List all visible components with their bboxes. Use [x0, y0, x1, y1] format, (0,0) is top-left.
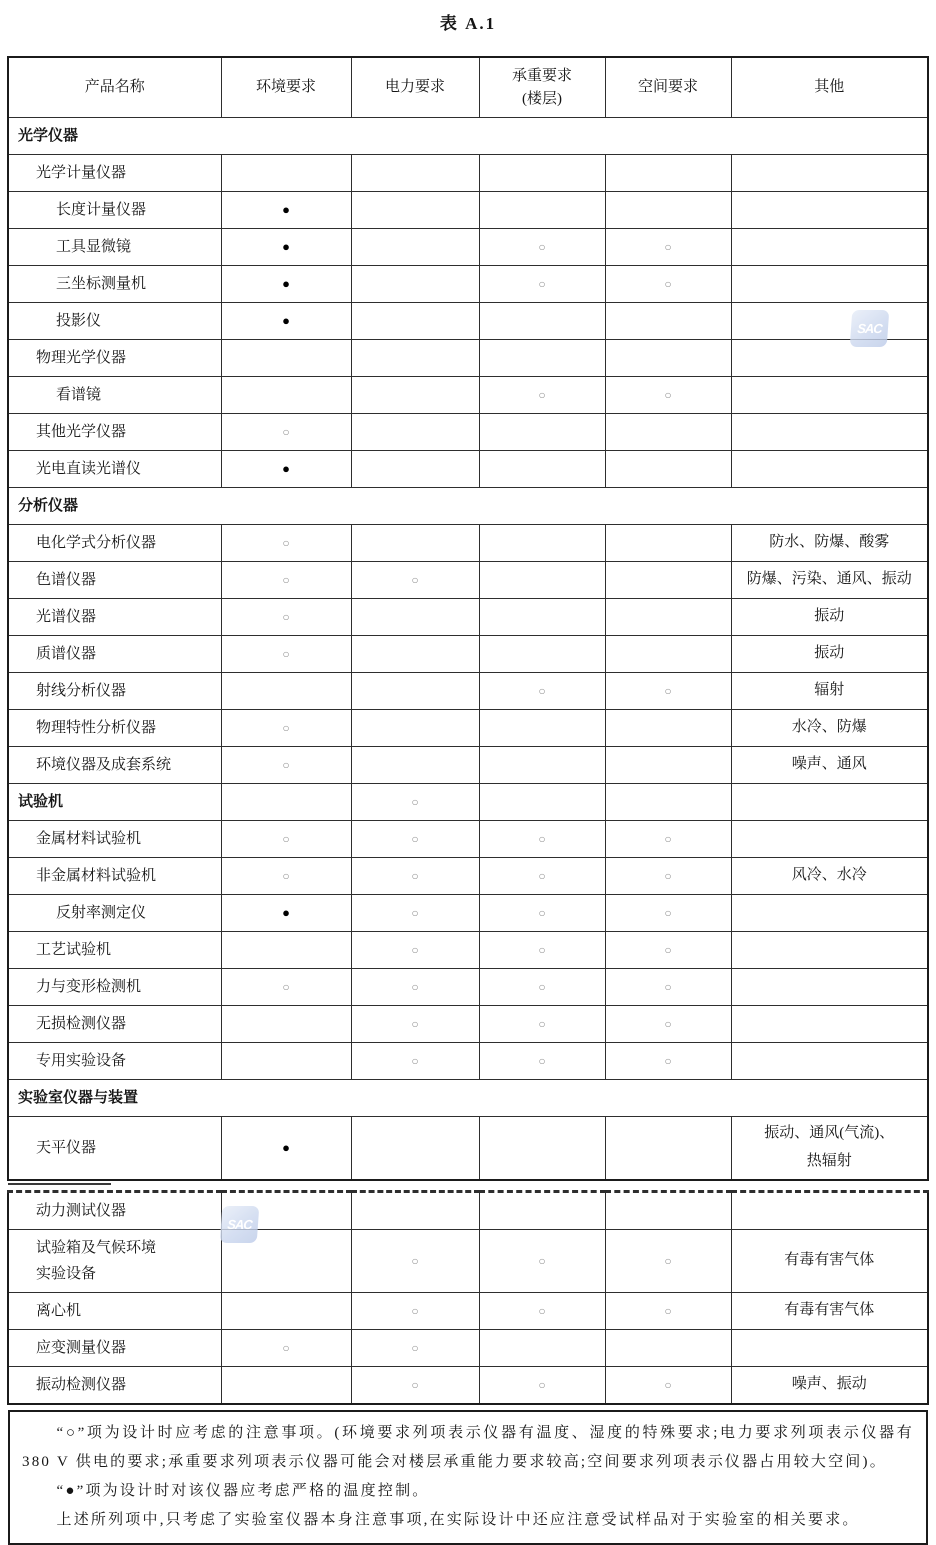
hollow-circle-icon: ○ — [411, 979, 419, 994]
cell-power — [351, 1117, 479, 1181]
table-row — [8, 710, 928, 747]
hollow-circle-icon: ○ — [282, 609, 290, 624]
table-row — [8, 1230, 928, 1293]
cell-power — [351, 155, 479, 192]
table-row — [8, 821, 928, 858]
cell-load — [479, 340, 605, 377]
cell-other: 辐射 — [731, 673, 928, 710]
hollow-circle-icon: ○ — [538, 276, 546, 291]
hollow-circle-icon: ○ — [538, 1253, 546, 1268]
cell-other — [731, 1192, 928, 1230]
section-row — [8, 488, 928, 525]
cell-load — [479, 1006, 605, 1043]
cell-other — [731, 895, 928, 932]
cell-product-name: 反射率测定仪 — [8, 895, 221, 932]
table-row — [8, 599, 928, 636]
cell-load — [479, 1230, 605, 1293]
cell-product-name: 物理光学仪器 — [8, 340, 221, 377]
cell-other: 防水、防爆、酸雾 — [731, 525, 928, 562]
hollow-circle-icon: ○ — [282, 831, 290, 846]
cell-product-name: 三坐标测量机 — [8, 266, 221, 303]
table-row — [8, 932, 928, 969]
table-row — [8, 1192, 928, 1230]
cell-product-name: 射线分析仪器 — [8, 673, 221, 710]
cell-product-name: 金属材料试验机 — [8, 821, 221, 858]
cell-env — [221, 969, 351, 1006]
cell-env — [221, 747, 351, 784]
cell-product-name: 其他光学仪器 — [8, 414, 221, 451]
footnotes-box — [8, 1410, 928, 1545]
cell-other — [731, 1043, 928, 1080]
cell-env — [221, 562, 351, 599]
cell-power — [351, 1330, 479, 1367]
cell-power — [351, 636, 479, 673]
filled-circle-icon: ● — [282, 904, 290, 920]
cell-product-name: 光电直读光谱仪 — [8, 451, 221, 488]
hollow-circle-icon: ○ — [282, 979, 290, 994]
hollow-circle-icon: ○ — [411, 1253, 419, 1268]
cell-env — [221, 155, 351, 192]
cell-other — [731, 969, 928, 1006]
cell-load — [479, 747, 605, 784]
cell-power — [351, 599, 479, 636]
table-row — [8, 1330, 928, 1367]
section-row — [8, 118, 928, 155]
cell-load — [479, 1117, 605, 1181]
hollow-circle-icon: ○ — [411, 794, 419, 809]
cell-product-name: 长度计量仪器 — [8, 192, 221, 229]
section-row — [8, 784, 928, 821]
cell-product-name: 环境仪器及成套系统 — [8, 747, 221, 784]
table-row — [8, 1043, 928, 1080]
cell-env — [221, 192, 351, 229]
cell-space — [605, 525, 731, 562]
table-row — [8, 1006, 928, 1043]
col-header-environment: 环境要求 — [221, 57, 351, 118]
cell-other — [731, 821, 928, 858]
cell-other — [731, 414, 928, 451]
table-row — [8, 895, 928, 932]
hollow-circle-icon: ○ — [664, 387, 672, 402]
hollow-circle-icon: ○ — [411, 1053, 419, 1068]
cell-env — [221, 1192, 351, 1230]
table-row — [8, 636, 928, 673]
cell-env — [221, 858, 351, 895]
hollow-circle-icon: ○ — [664, 942, 672, 957]
cell-env — [221, 303, 351, 340]
section-row — [8, 1080, 928, 1117]
cell-space — [605, 303, 731, 340]
cell-product-name: 离心机 — [8, 1293, 221, 1330]
hollow-circle-icon: ○ — [538, 1053, 546, 1068]
cell-load — [479, 1330, 605, 1367]
hollow-circle-icon: ○ — [411, 942, 419, 957]
footnote-hollow-circle: “○”项为设计时应考虑的注意事项。(环境要求列项表示仪器有温度、湿度的特殊要求;电力要求列项表示仪器有 380 V 供电的要求;承重要求列项表示仪器可能会对楼层承重能力要求较高;空间要求列项表示仪器占用较大空间)。 — [22, 1425, 914, 1470]
hollow-circle-icon: ○ — [282, 868, 290, 883]
cell-env — [221, 932, 351, 969]
col-header-load — [479, 57, 605, 118]
table-row — [8, 155, 928, 192]
cell-other — [731, 192, 928, 229]
cell-other — [731, 932, 928, 969]
cell-env — [221, 525, 351, 562]
hollow-circle-icon: ○ — [664, 868, 672, 883]
cell-env — [221, 1367, 351, 1405]
table-row — [8, 562, 928, 599]
cell-space — [605, 192, 731, 229]
footnote-general: 上述所列项中,只考虑了实验室仪器本身注意事项,在实际设计中还应注意受试样品对于实验室的相关要求。 — [56, 1512, 860, 1528]
sac-watermark-logo: SAC — [850, 310, 890, 347]
cell-env — [221, 1293, 351, 1330]
hollow-circle-icon: ○ — [538, 831, 546, 846]
cell-product-name: 电化学式分析仪器 — [8, 525, 221, 562]
cell-load — [479, 1192, 605, 1230]
hollow-circle-icon: ○ — [411, 831, 419, 846]
page-break-marker — [8, 1181, 928, 1190]
cell-product-name: 质谱仪器 — [8, 636, 221, 673]
cell-other — [731, 784, 928, 821]
hollow-circle-icon: ○ — [411, 1303, 419, 1318]
cell-other: 振动 — [731, 636, 928, 673]
cell-other: 水冷、防爆 — [731, 710, 928, 747]
hollow-circle-icon: ○ — [282, 757, 290, 772]
cell-other — [731, 377, 928, 414]
cell-load — [479, 673, 605, 710]
cell-power — [351, 932, 479, 969]
cell-space — [605, 969, 731, 1006]
cell-load — [479, 562, 605, 599]
cell-other — [731, 1006, 928, 1043]
cell-env — [221, 599, 351, 636]
hollow-circle-icon: ○ — [664, 239, 672, 254]
table-row — [8, 673, 928, 710]
col-header-other: 其他 — [731, 57, 928, 118]
cell-space — [605, 1330, 731, 1367]
hollow-circle-icon: ○ — [664, 1053, 672, 1068]
cell-env — [221, 710, 351, 747]
cell-load — [479, 377, 605, 414]
table-row — [8, 451, 928, 488]
cell-load — [479, 1043, 605, 1080]
table-row — [8, 525, 928, 562]
cell-power — [351, 377, 479, 414]
cell-load — [479, 303, 605, 340]
cell-space — [605, 414, 731, 451]
cell-power — [351, 784, 479, 821]
cell-product-name: 非金属材料试验机 — [8, 858, 221, 895]
cell-env — [221, 266, 351, 303]
cell-power — [351, 821, 479, 858]
cell-env — [221, 340, 351, 377]
cell-space — [605, 636, 731, 673]
filled-circle-icon: ● — [282, 275, 290, 291]
cell-power — [351, 303, 479, 340]
cell-product-name: 光谱仪器 — [8, 599, 221, 636]
cell-load — [479, 155, 605, 192]
cell-space — [605, 895, 731, 932]
cell-power — [351, 340, 479, 377]
cell-other — [731, 451, 928, 488]
cell-product-name: 工具显微镜 — [8, 229, 221, 266]
table-row — [8, 1367, 928, 1405]
header-row — [8, 57, 928, 118]
cell-env — [221, 1006, 351, 1043]
cell-other: 噪声、通风 — [731, 747, 928, 784]
cell-load — [479, 525, 605, 562]
hollow-circle-icon: ○ — [664, 1303, 672, 1318]
hollow-circle-icon: ○ — [664, 1016, 672, 1031]
cell-other: 振动 — [731, 599, 928, 636]
cell-space — [605, 1293, 731, 1330]
cell-space — [605, 599, 731, 636]
cell-load — [479, 932, 605, 969]
cell-other — [731, 303, 928, 340]
cell-space — [605, 377, 731, 414]
table-row — [8, 1293, 928, 1330]
cell-space — [605, 229, 731, 266]
cell-other: 振动、通风(气流)、 热辐射 — [731, 1117, 928, 1181]
cell-env — [221, 1043, 351, 1080]
requirements-table-part2 — [7, 1190, 929, 1405]
cell-other: 防爆、污染、通风、振动 — [731, 562, 928, 599]
cell-power — [351, 747, 479, 784]
cell-space — [605, 821, 731, 858]
requirements-table-part1 — [7, 56, 929, 1181]
hollow-circle-icon: ○ — [411, 868, 419, 883]
cell-other — [731, 266, 928, 303]
hollow-circle-icon: ○ — [664, 905, 672, 920]
cell-load — [479, 858, 605, 895]
cell-load — [479, 192, 605, 229]
col-header-load-line2: (楼层) — [522, 90, 562, 107]
cell-space — [605, 451, 731, 488]
cell-env — [221, 377, 351, 414]
cell-product-name: 天平仪器 — [8, 1117, 221, 1181]
cell-load — [479, 969, 605, 1006]
cell-product-name: 看谱镜 — [8, 377, 221, 414]
table-row — [8, 858, 928, 895]
sac-watermark-logo: SAC — [220, 1206, 260, 1243]
filled-circle-icon: ● — [282, 460, 290, 476]
cell-product-name: 无损检测仪器 — [8, 1006, 221, 1043]
cell-power — [351, 895, 479, 932]
hollow-circle-icon: ○ — [664, 979, 672, 994]
cell-load — [479, 895, 605, 932]
cell-power — [351, 673, 479, 710]
cell-power — [351, 858, 479, 895]
cell-env — [221, 451, 351, 488]
filled-circle-icon: ● — [282, 1139, 290, 1155]
cell-space — [605, 932, 731, 969]
cell-space — [605, 340, 731, 377]
cell-product-name: 试验机 — [8, 784, 221, 821]
table-title: 表 A.1 — [439, 14, 497, 33]
cell-load — [479, 784, 605, 821]
hollow-circle-icon: ○ — [538, 387, 546, 402]
hollow-circle-icon: ○ — [538, 905, 546, 920]
cell-power — [351, 562, 479, 599]
hollow-circle-icon: ○ — [664, 683, 672, 698]
cell-space — [605, 1043, 731, 1080]
cell-other: 有毒有害气体 — [731, 1230, 928, 1293]
cell-load — [479, 599, 605, 636]
cell-space — [605, 1230, 731, 1293]
hollow-circle-icon: ○ — [664, 831, 672, 846]
hollow-circle-icon: ○ — [538, 1016, 546, 1031]
cell-power — [351, 414, 479, 451]
cell-space — [605, 858, 731, 895]
cell-other — [731, 1330, 928, 1367]
cell-env — [221, 1117, 351, 1181]
cell-power — [351, 229, 479, 266]
hollow-circle-icon: ○ — [538, 942, 546, 957]
cell-load — [479, 710, 605, 747]
cell-product-name: 力与变形检测机 — [8, 969, 221, 1006]
cell-env — [221, 414, 351, 451]
cell-load — [479, 414, 605, 451]
cell-load — [479, 636, 605, 673]
cell-product-name: 投影仪 — [8, 303, 221, 340]
cell-power — [351, 1367, 479, 1405]
table-row — [8, 969, 928, 1006]
cell-load — [479, 266, 605, 303]
cell-power — [351, 525, 479, 562]
footnote-filled-circle: “●”项为设计时对该仪器应考虑严格的温度控制。 — [56, 1483, 430, 1499]
cell-env — [221, 821, 351, 858]
hollow-circle-icon: ○ — [282, 572, 290, 587]
cell-product-name: 物理特性分析仪器 — [8, 710, 221, 747]
hollow-circle-icon: ○ — [664, 1253, 672, 1268]
cell-product-name: 光学计量仪器 — [8, 155, 221, 192]
hollow-circle-icon: ○ — [282, 720, 290, 735]
cell-other — [731, 155, 928, 192]
hollow-circle-icon: ○ — [538, 979, 546, 994]
hollow-circle-icon: ○ — [282, 535, 290, 550]
cell-section-name: 光学仪器 — [8, 118, 928, 155]
cell-product-name: 试验箱及气候环境 实验设备 — [8, 1230, 221, 1293]
cell-power — [351, 969, 479, 1006]
table-row — [8, 229, 928, 266]
hollow-circle-icon: ○ — [538, 1303, 546, 1318]
filled-circle-icon: ● — [282, 238, 290, 254]
col-header-product-name: 产品名称 — [8, 57, 221, 118]
cell-load — [479, 1367, 605, 1405]
cell-power — [351, 1192, 479, 1230]
hollow-circle-icon: ○ — [538, 239, 546, 254]
cell-power — [351, 451, 479, 488]
hollow-circle-icon: ○ — [664, 1377, 672, 1392]
hollow-circle-icon: ○ — [282, 1340, 290, 1355]
hollow-circle-icon: ○ — [411, 1377, 419, 1392]
cell-power — [351, 1230, 479, 1293]
cell-env — [221, 1330, 351, 1367]
table-row — [8, 1117, 928, 1181]
cell-product-name: 专用实验设备 — [8, 1043, 221, 1080]
cell-power — [351, 192, 479, 229]
cell-space — [605, 1192, 731, 1230]
cell-product-name: 动力测试仪器 — [8, 1192, 221, 1230]
hollow-circle-icon: ○ — [282, 424, 290, 439]
cell-load — [479, 229, 605, 266]
hollow-circle-icon: ○ — [411, 905, 419, 920]
cell-other: 风冷、水冷 — [731, 858, 928, 895]
table-row — [8, 340, 928, 377]
cell-section-name: 分析仪器 — [8, 488, 928, 525]
cell-space — [605, 747, 731, 784]
filled-circle-icon: ● — [282, 201, 290, 217]
hollow-circle-icon: ○ — [538, 683, 546, 698]
hollow-circle-icon: ○ — [411, 1016, 419, 1031]
hollow-circle-icon: ○ — [664, 276, 672, 291]
table-row — [8, 303, 928, 340]
hollow-circle-icon: ○ — [411, 1340, 419, 1355]
cell-space — [605, 1367, 731, 1405]
cell-space — [605, 155, 731, 192]
table-row — [8, 414, 928, 451]
cell-other — [731, 229, 928, 266]
cell-load — [479, 1293, 605, 1330]
hollow-circle-icon: ○ — [282, 646, 290, 661]
cell-power — [351, 1043, 479, 1080]
cell-space — [605, 1117, 731, 1181]
hollow-circle-icon: ○ — [411, 572, 419, 587]
cell-space — [605, 562, 731, 599]
cell-product-name: 应变测量仪器 — [8, 1330, 221, 1367]
cell-env — [221, 673, 351, 710]
cell-power — [351, 1006, 479, 1043]
cell-env — [221, 1230, 351, 1293]
cell-load — [479, 821, 605, 858]
hollow-circle-icon: ○ — [538, 868, 546, 883]
filled-circle-icon: ● — [282, 312, 290, 328]
cell-space — [605, 1006, 731, 1043]
cell-env — [221, 229, 351, 266]
cell-env — [221, 636, 351, 673]
table-row — [8, 747, 928, 784]
hollow-circle-icon: ○ — [538, 1377, 546, 1392]
cell-load — [479, 451, 605, 488]
col-header-load-line1: 承重要求 — [511, 68, 572, 84]
cell-section-name: 实验室仪器与装置 — [8, 1080, 928, 1117]
col-header-power: 电力要求 — [351, 57, 479, 118]
cell-product-name: 色谱仪器 — [8, 562, 221, 599]
cell-other — [731, 340, 928, 377]
continuation-line — [8, 1183, 111, 1185]
table-row — [8, 192, 928, 229]
cell-space — [605, 266, 731, 303]
cell-space — [605, 784, 731, 821]
table-row — [8, 266, 928, 303]
cell-space — [605, 673, 731, 710]
col-header-space: 空间要求 — [605, 57, 731, 118]
cell-other: 有毒有害气体 — [731, 1293, 928, 1330]
table-row — [8, 377, 928, 414]
cell-other: 噪声、振动 — [731, 1367, 928, 1405]
cell-env — [221, 895, 351, 932]
cell-product-name: 工艺试验机 — [8, 932, 221, 969]
cell-space — [605, 710, 731, 747]
cell-power — [351, 266, 479, 303]
cell-product-name: 振动检测仪器 — [8, 1367, 221, 1405]
cell-power — [351, 1293, 479, 1330]
cell-power — [351, 710, 479, 747]
cell-env — [221, 784, 351, 821]
